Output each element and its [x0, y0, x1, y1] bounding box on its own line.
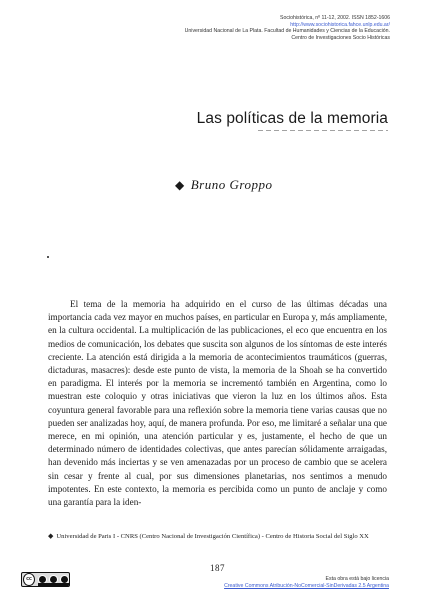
page-number: 187 [210, 563, 225, 573]
footnote-text: Universidad de Paris I - CNRS (Centro Nacional de Investigación Científica) - Centro de Historia Social del Siglo XX [56, 533, 369, 540]
license-link[interactable]: Creative Commons Atribución-NoComercial-SinDerivadas 2.5 Argentina [224, 582, 389, 589]
scan-speck [47, 256, 49, 258]
creative-commons-badge-icon[interactable] [21, 572, 70, 587]
author-line [175, 177, 272, 193]
citation-line: Sociohistórica, nº 11-12, 2002. ISSN 1852-1606 [280, 15, 390, 21]
cc-logo-icon: cc [23, 573, 35, 586]
body-paragraph: El tema de la memoria ha adquirido en el curso de las últimas décadas una importancia cada vez mayor en muchos países, en particular en Europa y, más ampliamente, en la cultura occidental. La multiplicación de las publicaciones, el eco que encuentra en los medios de comunicación, los debates que suscita son algunos de los síntomas de este interés creciente. La atención está dirigida a la memoria de acontecimientos traumáticos (guerras, dictaduras, masacres): desde este punto de vista, la memoria de la Shoah se ha convertido en paradigma. El interés por la memoria se incrementó también en Argentina, como lo muestran este coloquio y otras iniciativas que vieron la luz en los últimos años. Esta coyuntura general favorable para una reflexión sobre la memoria tiene varias causas que no pueden ser analizadas hoy, aquí, de manera profunda. Por eso, me limitaré a señalar una que merece, en mi opinión, una atención particular y es, justamente, el hecho de que un determinado número de identidades colectivas, que antes parecían sólidamente arraigadas, han devenido más inciertas y se ven amenazadas por un proceso de cambio que se acelera sin cesar y frente al cual, por sus dimensiones planetarias, nos sentimos a menudo impotentes. En este contexto, la memoria es percibida como un punto de anclaje y como una garantía para la iden- [48, 299, 387, 508]
footnote-diamond-icon: ◆ [48, 532, 54, 540]
author-footnote [48, 532, 387, 541]
badge-strip [38, 583, 69, 586]
license-notice [139, 576, 389, 590]
institution-line: Universidad Nacional de La Plata. Facultad de Humanidades y Ciencias de la Educación. [184, 28, 390, 35]
article-title: Las políticas de la memoria [196, 110, 388, 127]
diamond-icon: ◆ [175, 178, 185, 192]
research-center-line: Centro de Investigaciones Socio Históricas [291, 34, 390, 41]
author-name: Bruno Groppo [190, 177, 273, 192]
article-body [48, 298, 387, 509]
journal-header [90, 15, 390, 41]
license-line: Esta obra está bajo licencia [325, 576, 389, 582]
journal-url-link[interactable]: http://www.sociohistorica.fahce.unlp.edu.ar/ [290, 21, 390, 28]
title-divider [258, 130, 388, 131]
